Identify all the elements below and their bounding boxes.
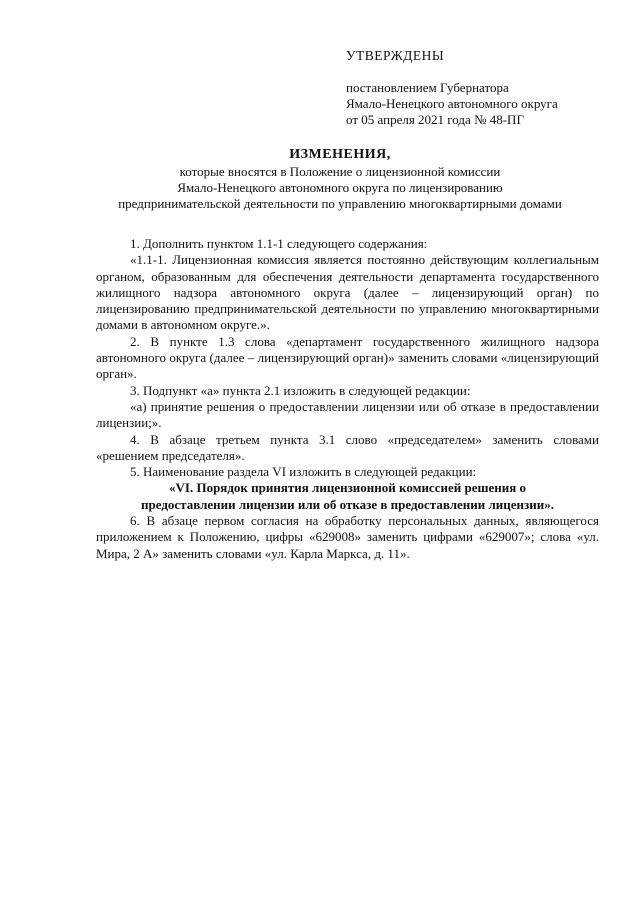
- approval-line-2: Ямало-Ненецкого автономного округа: [346, 96, 558, 111]
- approval-line-1: постановлением Губернатора: [346, 80, 509, 95]
- document-title-block: [60, 147, 620, 212]
- document-title: ИЗМЕНЕНИЯ,: [289, 147, 391, 162]
- paragraph-item-3: 3. Подпункт «а» пункта 2.1 изложить в следующей редакции:: [130, 382, 471, 398]
- document-subtitle-line-1: которые вносятся в Положение о лицензионной комиссии: [179, 164, 501, 179]
- section-heading-line-2: предоставлении лицензии или об отказе в предоставлении лицензии».: [141, 496, 554, 512]
- document-subtitle-line-2: Ямало-Ненецкого автономного округа по лицензированию: [177, 180, 503, 195]
- paragraph-item-3-text: «а) принятие решения о предоставлении лицензии или об отказе в предоставлении лицензии;».: [96, 398, 599, 431]
- document-body: [96, 236, 599, 562]
- document-subtitle-line-3: предпринимательской деятельности по управлению многоквартирными домами: [118, 196, 562, 211]
- approval-line-3: от 05 апреля 2021 года № 48-ПГ: [346, 112, 524, 127]
- approval-heading: УТВЕРЖДЕНЫ: [346, 48, 445, 63]
- paragraph-item-6: 6. В абзаце первом согласия на обработку персональных данных, являющегося приложением к Положению, цифры «629008» заменить цифрами «629007»; слова «ул. Мира, 2 А» заменить словами «ул. Карла Маркса, д. 11».: [96, 513, 599, 561]
- paragraph-item-1: 1. Дополнить пунктом 1.1-1 следующего содержания:: [130, 236, 428, 251]
- paragraph-item-1-text: «1.1-1. Лицензионная комиссия является постоянно действующим коллегиальным органом, образованным для обеспечения деятельности департамента государственного жилищного надзора автономного округа (далее – лицензирующий орган) по лицензированию предпринимательской деятельности по управлению многоквартирными домами в автономном округе.».: [96, 252, 599, 333]
- approval-block: [346, 48, 626, 128]
- paragraph-item-5: 5. Наименование раздела VI изложить в следующей редакции:: [130, 464, 477, 480]
- paragraph-item-2: 2. В пункте 1.3 слова «департамент государственного жилищного надзора автономного округа (далее – лицензирующий орган)» заменить словами «лицензирующий орган».: [96, 333, 599, 382]
- section-heading-line-1: «VI. Порядок принятия лицензионной комиссией решения о: [169, 480, 526, 496]
- paragraph-item-4: 4. В абзаце третьем пункта 3.1 слово «председателем» заменить словами «решением председателя».: [96, 431, 599, 463]
